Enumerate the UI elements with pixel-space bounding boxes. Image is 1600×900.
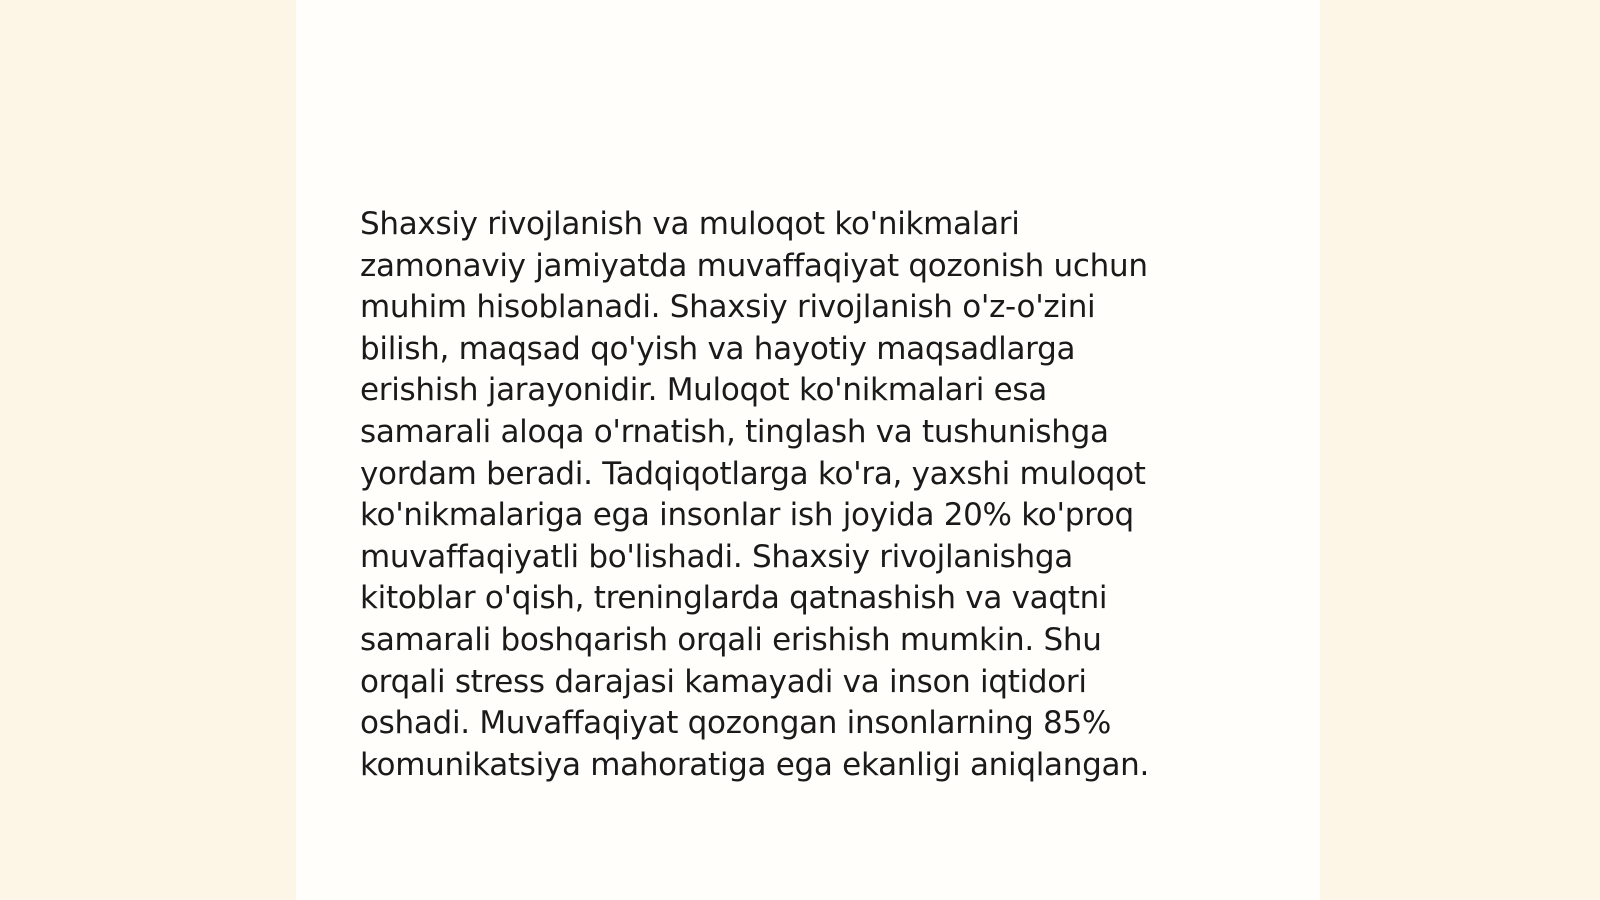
body-paragraph: Shaxsiy rivojlanish va muloqot ko'nikmalari zamonaviy jamiyatda muvaffaqiyat qozonish uchun muhim hisoblanadi. Shaxsiy rivojlanish o'z-o'zini bilish, maqsad qo'yish va hayotiy maqsadlarga erishish jarayonidir. Muloqot ko'nikmalari esa samarali aloqa o'rnatish, tinglash va tushunishga yordam beradi. Tadqiqotlarga ko'ra, yaxshi muloqot ko'nikmalariga ega insonlar ish joyida 20% ko'proq muvaffaqiyatli bo'lishadi. Shaxsiy rivojlanishga kitoblar o'qish, treninglarda qatnashish va vaqtni samarali boshqarish orqali erishish mumkin. Shu orqali stress darajasi kamayadi va inson iqtidori oshadi. Muvaffaqiyat qozongan insonlarning 85% komunikatsiya mahoratiga ega ekanligi aniqlangan. (360, 206, 1150, 783)
document-page (296, 0, 1320, 900)
